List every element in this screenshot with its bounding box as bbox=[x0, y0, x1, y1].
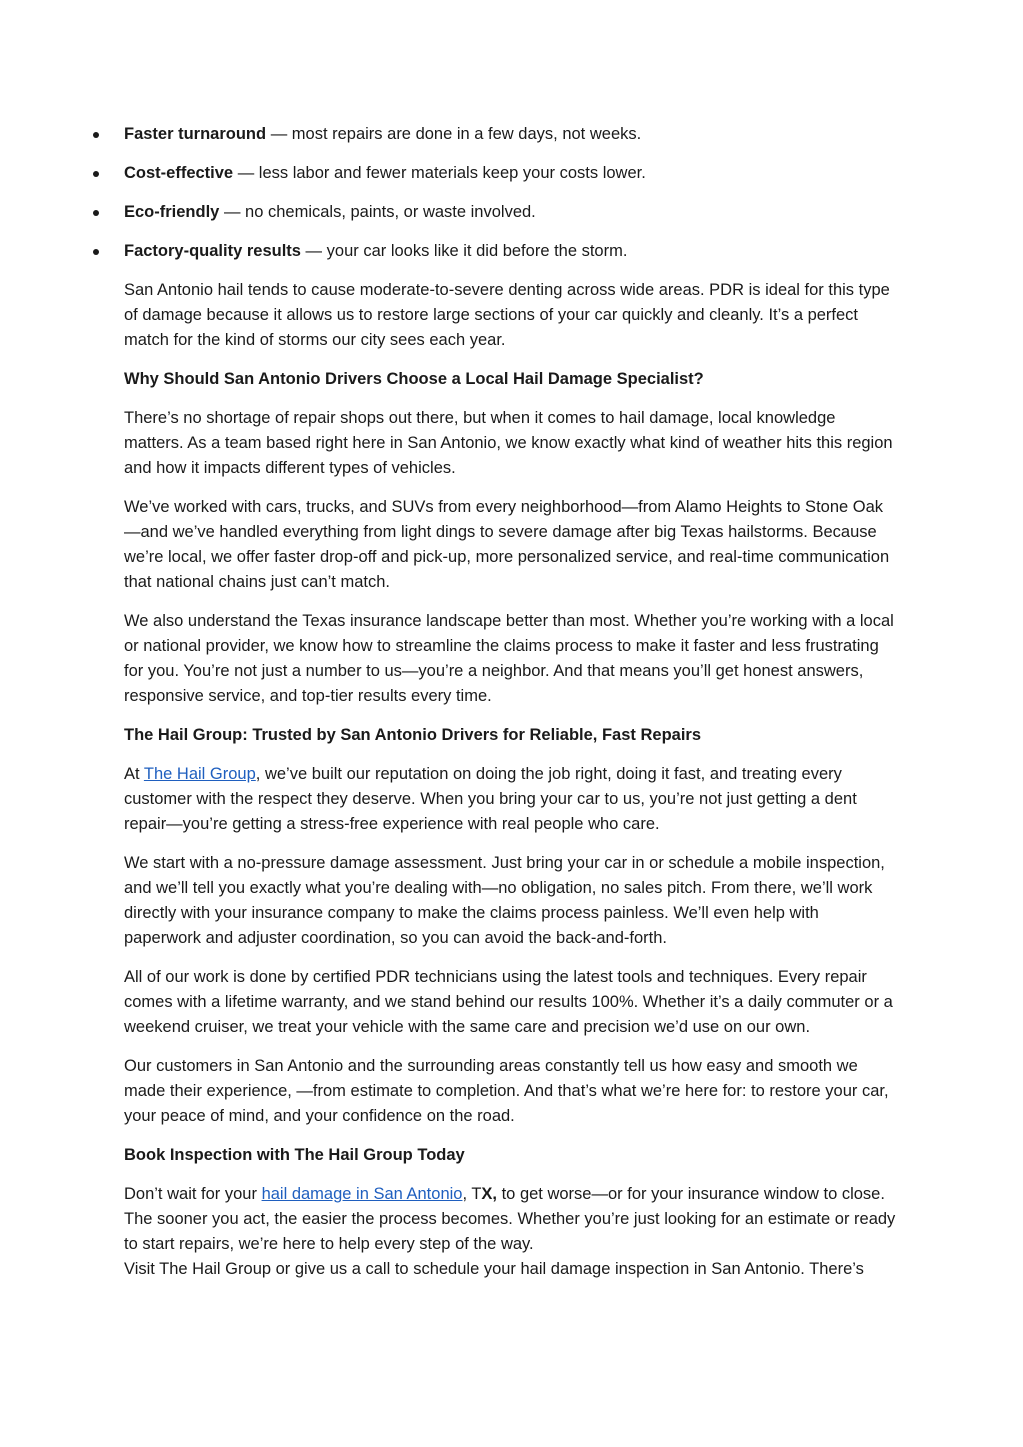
text-mid: , T bbox=[462, 1185, 482, 1203]
heading-trusted: The Hail Group: Trusted by San Antonio Drivers for Reliable, Fast Repairs bbox=[124, 726, 702, 744]
hail-damage-link[interactable]: hail damage in San Antonio bbox=[261, 1185, 463, 1203]
benefit-title: Faster turnaround bbox=[124, 125, 267, 143]
bullet-icon bbox=[93, 249, 99, 255]
paragraph-visit: Visit The Hail Group or give us a call to schedule your hail damage inspection in San Antonio. There’s bbox=[124, 1260, 864, 1278]
text-prefix: At bbox=[124, 765, 144, 783]
paragraph-pdr: San Antonio hail tends to cause moderate-to-severe denting across wide areas. PDR is ideal for this type of damage because it allows us to restore large sections of your car quickly and cleanly. It’s a perfect match for the kind of storms our city sees each year. bbox=[124, 281, 890, 349]
heading-local-specialist: Why Should San Antonio Drivers Choose a Local Hail Damage Specialist? bbox=[124, 370, 704, 388]
hail-group-link[interactable]: The Hail Group bbox=[143, 765, 256, 783]
list-item bbox=[62, 122, 899, 147]
bullet-icon bbox=[93, 210, 99, 216]
heading-book-inspection: Book Inspection with The Hail Group Today bbox=[124, 1146, 465, 1164]
benefit-text: — less labor and fewer materials keep your costs lower. bbox=[233, 164, 646, 182]
bullet-icon bbox=[93, 132, 99, 138]
paragraph-reputation bbox=[124, 762, 899, 837]
paragraph-insurance: We also understand the Texas insurance landscape better than most. Whether you’re working with a local or national provider, we know how to streamline the claims process to make it faster and less frustrating for you. You’re not just a number to us—you’re a neighbor. And that means you’ll get honest answers, responsive service, and top-tier results every time. bbox=[124, 612, 894, 705]
text-suffix: to get worse—or for your insurance window to close. The sooner you act, the easier the process becomes. Whether you’re just looking for an estimate or ready to start repairs, we’re here to help every step of the way. bbox=[124, 1185, 896, 1253]
benefit-title: Eco-friendly bbox=[124, 203, 220, 221]
benefit-text: — your car looks like it did before the storm. bbox=[300, 242, 628, 260]
document-page bbox=[124, 122, 899, 1282]
text-prefix: Don’t wait for your bbox=[124, 1185, 262, 1203]
benefits-list bbox=[124, 122, 899, 264]
paragraph-customers: Our customers in San Antonio and the surrounding areas constantly tell us how easy and smooth we made their experience, —from estimate to completion. And that’s what we’re here for: to restore your car, your peace of mind, and your confidence on the road. bbox=[124, 1057, 889, 1125]
text-suffix: , we’ve built our reputation on doing the job right, doing it fast, and treating every customer with the respect they deserve. When you bring your car to us, you’re not just getting a dent repair—you’re getting a stress-free experience with real people who care. bbox=[124, 765, 857, 833]
paragraph-assessment: We start with a no-pressure damage assessment. Just bring your car in or schedule a mobile inspection, and we’ll tell you exactly what you’re dealing with—no obligation, no sales pitch. From there, we’ll work directly with your insurance company to make the claims process painless. We’ll even help with paperwork and adjuster coordination, so you can avoid the back-and-forth. bbox=[124, 854, 885, 947]
benefit-text: — most repairs are done in a few days, not weeks. bbox=[266, 125, 642, 143]
list-item bbox=[62, 200, 899, 225]
list-item bbox=[62, 161, 899, 186]
bullet-icon bbox=[93, 171, 99, 177]
text-bold: X, bbox=[481, 1185, 498, 1203]
paragraph-local-knowledge: There’s no shortage of repair shops out there, but when it comes to hail damage, local knowledge matters. As a team based right here in San Antonio, we know exactly what kind of weather hits this region and how it impacts different types of vehicles. bbox=[124, 409, 893, 477]
benefit-title: Factory-quality results bbox=[124, 242, 301, 260]
list-item bbox=[62, 239, 899, 264]
paragraph-dont-wait bbox=[124, 1182, 899, 1257]
paragraph-certified: All of our work is done by certified PDR technicians using the latest tools and techniques. Every repair comes with a lifetime warranty, and we stand behind our results 100%. Whether it’s a daily commuter or a weekend cruiser, we treat your vehicle with the same care and precision we’d use on our own. bbox=[124, 968, 893, 1036]
benefit-text: — no chemicals, paints, or waste involved. bbox=[219, 203, 536, 221]
benefit-title: Cost-effective bbox=[124, 164, 234, 182]
paragraph-neighborhoods: We’ve worked with cars, trucks, and SUVs from every neighborhood—from Alamo Heights to Stone Oak—and we’ve handled everything from light dings to severe damage after big Texas hailstorms. Because we’re local, we offer faster drop-off and pick-up, more personalized service, and real-time communication that national chains just can’t match. bbox=[124, 498, 890, 591]
